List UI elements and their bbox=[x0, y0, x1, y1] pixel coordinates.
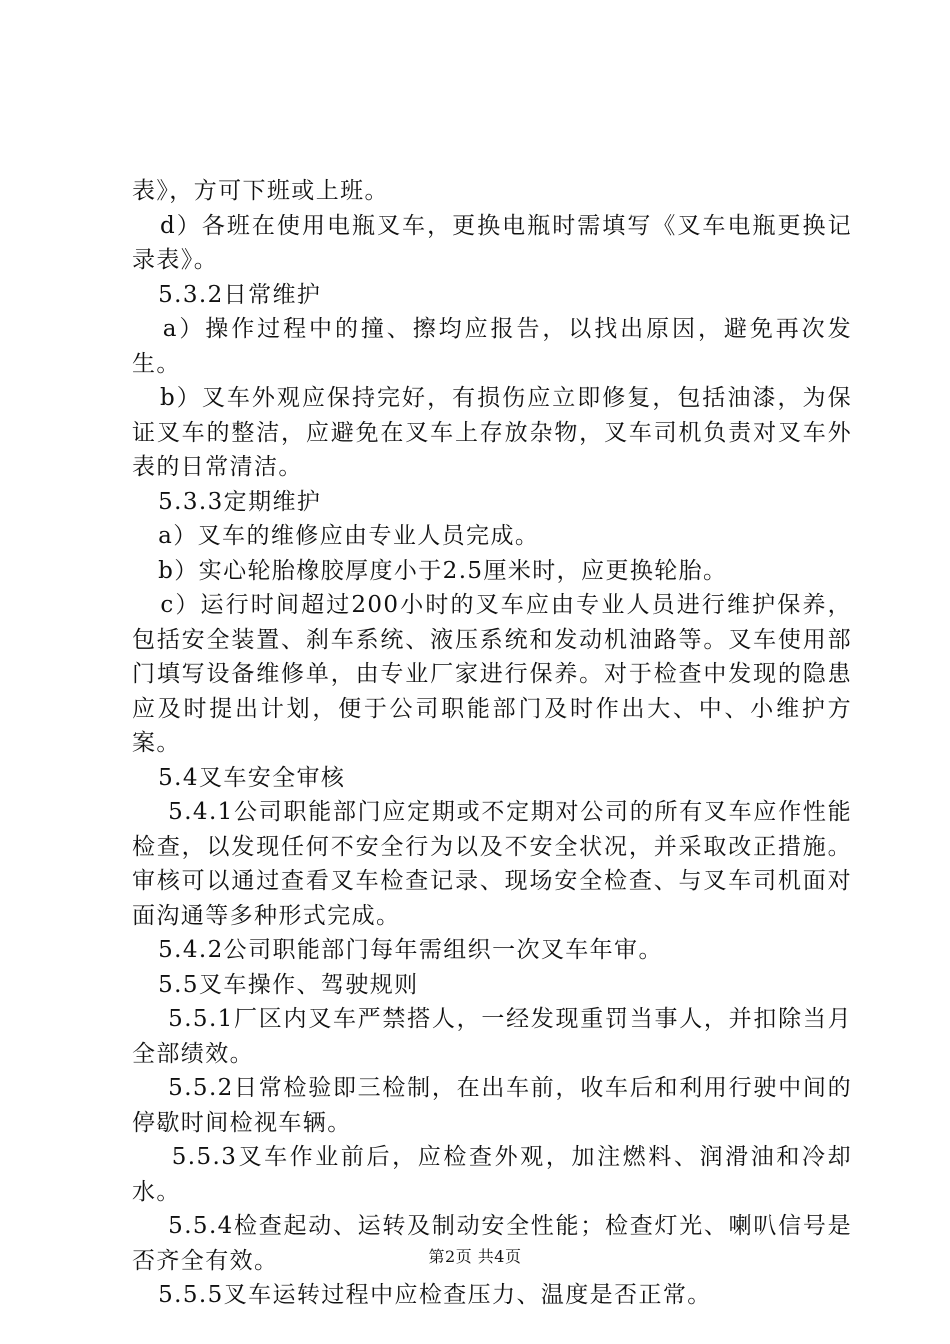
paragraph-2: d）各班在使用电瓶叉车，更换电瓶时需填写《叉车电瓶更换记录表》。 bbox=[132, 212, 852, 273]
paragraph-8: b）实心轮胎橡胶厚度小于2.5厘米时，应更换轮胎。 bbox=[132, 557, 728, 584]
paragraph-16: 5.5.3叉车作业前后，应检查外观，加注燃料、润滑油和冷却水。 bbox=[132, 1144, 852, 1205]
paragraph-9: c）运行时间超过200小时的叉车应由专业人员进行维护保养，包括安全装置、刹车系统、液压系统和发动机油路等。叉车使用部门填写设备维修单，由专业厂家进行保养。对于检查中发现的隐患应及时提出计划，便于公司职能部门及时作出大、中、小维护方案。 bbox=[132, 592, 852, 756]
paragraph-18: 5.5.5叉车运转过程中应检查压力、温度是否正常。 bbox=[132, 1282, 712, 1308]
section-heading-5-3-3: 5.3.3定期维护 bbox=[132, 488, 322, 515]
section-heading-5-5: 5.5叉车操作、驾驶规则 bbox=[132, 971, 419, 998]
document-body bbox=[132, 174, 852, 1313]
paragraph-7: a）叉车的维修应由专业人员完成。 bbox=[132, 523, 540, 549]
paragraph-15: 5.5.2日常检验即三检制，在出车前，收车后和利用行驶中间的停歇时间检视车辆。 bbox=[132, 1075, 852, 1136]
page-number-footer: 第2页 共4页 bbox=[428, 1247, 522, 1266]
paragraph-17: 5.5.4检查起动、运转及制动安全性能；检查灯光、喇叭信号是否齐全有效。 bbox=[132, 1213, 852, 1274]
paragraph-12: 5.4.2公司职能部门每年需组织一次叉车年审。 bbox=[132, 937, 663, 963]
paragraph-1: 表》，方可下班或上班。 bbox=[132, 178, 389, 204]
section-heading-5-4: 5.4叉车安全审核 bbox=[132, 764, 346, 791]
paragraph-4: a）操作过程中的撞、擦均应报告，以找出原因，避免再次发生。 bbox=[132, 316, 853, 377]
paragraph-5: b）叉车外观应保持完好，有损伤应立即修复，包括油漆，为保证叉车的整洁，应避免在叉车上存放杂物，叉车司机负责对叉车外表的日常清洁。 bbox=[132, 385, 852, 480]
paragraph-14: 5.5.1厂区内叉车严禁搭人，一经发现重罚当事人，并扣除当月全部绩效。 bbox=[132, 1006, 852, 1067]
section-heading-5-3-2: 5.3.2日常维护 bbox=[132, 281, 322, 308]
paragraph-11: 5.4.1公司职能部门应定期或不定期对公司的所有叉车应作性能检查，以发现任何不安全行为以及不安全状况，并采取改正措施。审核可以通过查看叉车检查记录、现场安全检查、与叉车司机面对面沟通等多种形式完成。 bbox=[132, 799, 852, 929]
